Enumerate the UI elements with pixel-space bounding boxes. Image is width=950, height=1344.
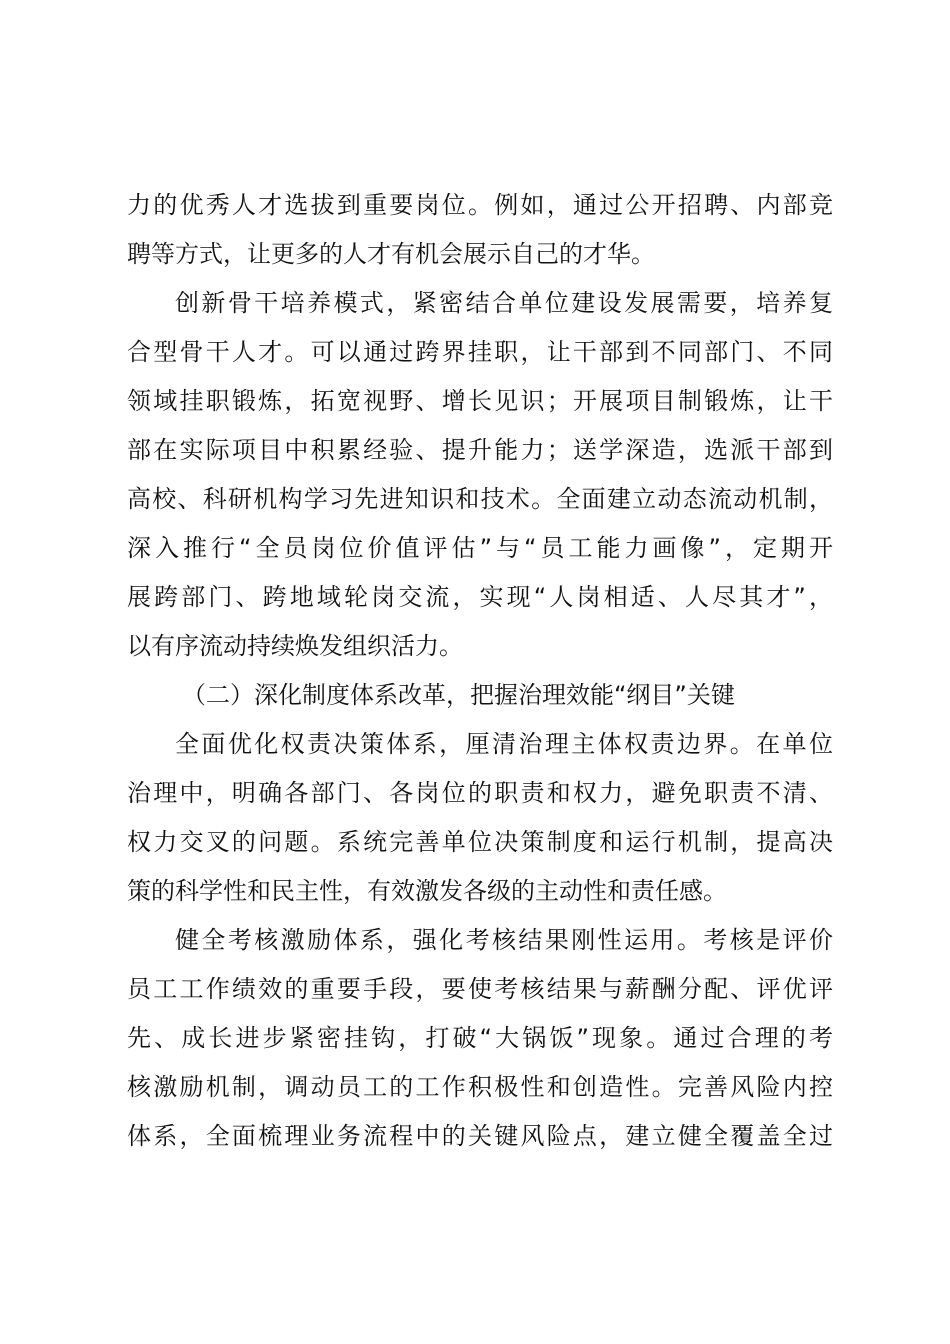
text-line: 部在实际项目中积累经验、提升能力；送学深造，选派干部到 xyxy=(127,436,833,464)
document-body xyxy=(127,181,833,1161)
text-line: 权力交叉的问题。系统完善单位决策制度和运行机制，提高决 xyxy=(127,828,833,856)
text-line: 体系，全面梳理业务流程中的关键风险点，建立健全覆盖全过 xyxy=(127,1122,833,1150)
text-line: 聘等方式，让更多的人才有机会展示自己的才华。 xyxy=(127,240,655,268)
text-line: 策的科学性和民主性，有效激发各级的主动性和责任感。 xyxy=(127,877,727,905)
text-line: 展跨部门、跨地域轮岗交流，实现“人岗相适、人尽其才”， xyxy=(127,583,833,611)
text-line: 员工工作绩效的重要手段，要使考核结果与薪酬分配、评优评 xyxy=(127,975,833,1003)
text-line: 以有序流动持续焕发组织活力。 xyxy=(127,632,463,660)
text-line: 全面优化权责决策体系，厘清治理主体权责边界。在单位 xyxy=(175,730,833,758)
text-line: 创新骨干培养模式，紧密结合单位建设发展需要，培养复 xyxy=(175,289,833,317)
section-heading xyxy=(127,671,833,720)
heading-line: （二）深化制度体系改革，把握治理效能“纲目”关键 xyxy=(182,681,735,709)
text-line: 深入推行“全员岗位价值评估”与“员工能力画像”，定期开 xyxy=(127,534,833,562)
paragraph-talent-selection xyxy=(127,181,833,279)
text-line: 核激励机制，调动员工的工作积极性和创造性。完善风险内控 xyxy=(127,1073,833,1101)
text-line: 领域挂职锻炼，拓宽视野、增长见识；开展项目制锻炼，让干 xyxy=(127,387,833,415)
paragraph-decision-system xyxy=(127,720,833,916)
text-line: 合型骨干人才。可以通过跨界挂职，让干部到不同部门、不同 xyxy=(127,338,833,366)
paragraph-assessment-incentive xyxy=(127,916,833,1161)
text-line: 高校、科研机构学习先进知识和技术。全面建立动态流动机制， xyxy=(127,485,833,513)
text-line: 力的优秀人才选拔到重要岗位。例如，通过公开招聘、内部竞 xyxy=(127,191,833,219)
text-line: 健全考核激励体系，强化考核结果刚性运用。考核是评价 xyxy=(175,926,833,954)
text-line: 先、成长进步紧密挂钩，打破“大锅饭”现象。通过合理的考 xyxy=(127,1024,833,1052)
text-line: 治理中，明确各部门、各岗位的职责和权力，避免职责不清、 xyxy=(127,779,833,807)
paragraph-backbone-training xyxy=(127,279,833,671)
